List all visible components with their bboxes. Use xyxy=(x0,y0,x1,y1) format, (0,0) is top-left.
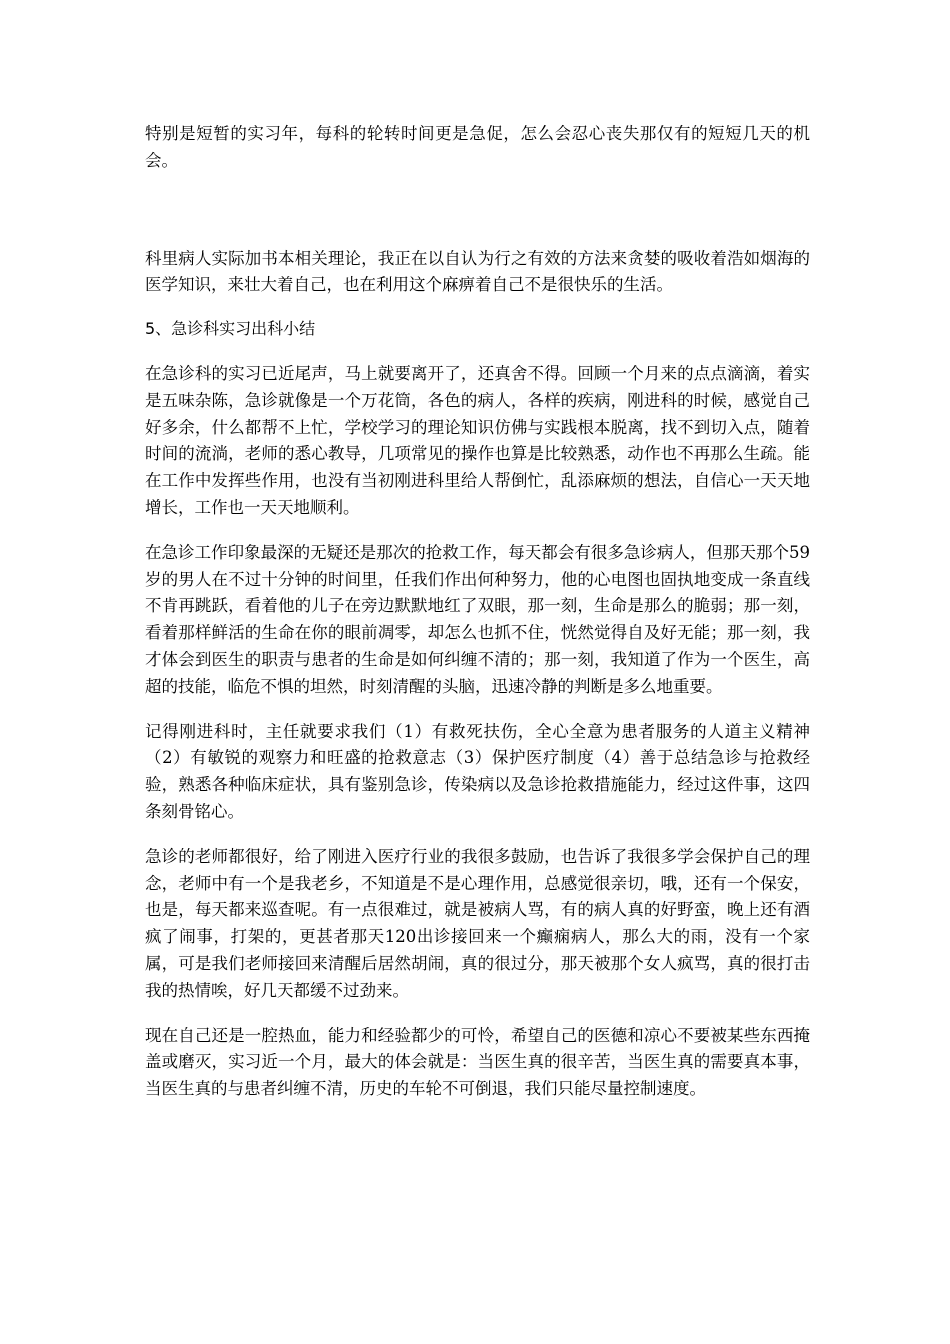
paragraph-body-1: 在急诊科的实习已近尾声，马上就要离开了，还真舍不得。回顾一个月来的点点滴滴，着实是五味杂陈，急诊就像是一个万花筒，各色的病人，各样的疾病，刚进科的时候，感觉自己好多余，什么都帮不上忙，学校学习的理论知识仿佛与实践根本脱离，找不到切入点，随着时间的流淌，老师的悉心教导，几项常见的操作也算是比较熟悉，动作也不再那么生疏。能在工作中发挥些作用，也没有当初刚进科里给人帮倒忙，乱添麻烦的想法，自信心一天天地增长，工作也一天天地顺利。 xyxy=(145,363,810,517)
paragraph-body-2: 在急诊工作印象最深的无疑还是那次的抢救工作，每天都会有很多急诊病人，但那天那个59岁的男人在不过十分钟的时间里，任我们作出何种努力，他的心电图也固执地变成一条直线不肯再跳跃，看着他的儿子在旁边默默地红了双眼，那一刻，生命是那么的脆弱；那一刻，看着那样鲜活的生命在你的眼前凋零，却怎么也抓不住，恍然觉得自及好无能；那一刻，我才体会到医生的职责与患者的生命是如何纠缠不清的；那一刻，我知道了作为一个医生，高超的技能，临危不惧的坦然，时刻清醒的头脑，迅速冷静的判断是多么地重要。 xyxy=(145,542,810,696)
paragraph-body-4: 急诊的老师都很好，给了刚进入医疗行业的我很多鼓励，也告诉了我很多学会保护自己的理念，老师中有一个是我老乡，不知道是不是心理作用，总感觉很亲切，哦，还有一个保安，也是，每天都来巡查呢。有一点很难过，就是被病人骂，有的病人真的好野蛮，晚上还有酒疯了闹事，打架的，更甚者那天120出诊接回来一个癫痫病人，那么大的雨，没有一个家属，可是我们老师接回来清醒后居然胡闹，真的很过分，那天被那个女人疯骂，真的很打击我的热情唉，好几天都缓不过劲来。 xyxy=(145,846,810,1000)
section-heading: 5、急诊科实习出科小结 xyxy=(145,319,316,339)
paragraph-theory: 科里病人实际加书本相关理论，我正在以自认为行之有效的方法来贪婪的吸收着浩如烟海的医学知识，来壮大着自己，也在利用这个麻痹着自己不是很快乐的生活。 xyxy=(145,248,810,295)
paragraph-intro: 特别是短暂的实习年，每科的轮转时间更是急促，怎么会忍心丧失那仅有的短短几天的机会。 xyxy=(145,124,810,170)
paragraph-body-3: 记得刚进科时，主任就要求我们（1）有救死扶伤，全心全意为患者服务的人道主义精神（2）有敏锐的观察力和旺盛的抢救意志（3）保护医疗制度（4）善于总结急诊与抢救经验，熟悉各种临床症状，具有鉴别急诊，传染病以及急诊抢救措施能力，经过这件事，这四条刻骨铭心。 xyxy=(145,721,810,821)
document-body xyxy=(145,121,810,1103)
paragraph-body-5: 现在自己还是一腔热血，能力和经验都少的可怜，希望自己的医德和凉心不要被某些东西掩盖或磨灭，实习近一个月，最大的体会就是：当医生真的很辛苦，当医生真的需要真本事，当医生真的与患者纠缠不清，历史的车轮不可倒退，我们只能尽量控制速度。 xyxy=(145,1025,810,1099)
